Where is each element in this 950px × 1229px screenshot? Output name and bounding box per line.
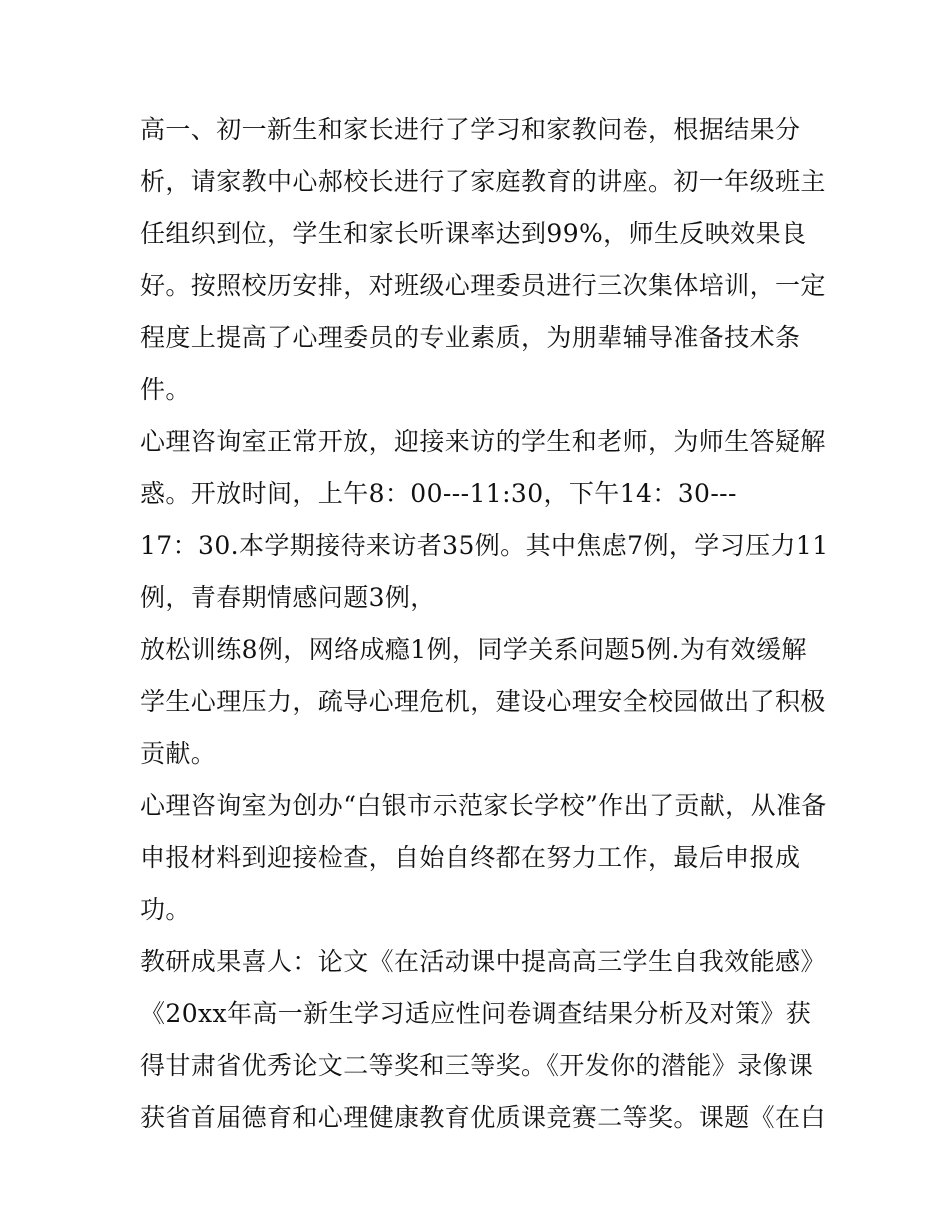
text-line: 惑。开放时间，上午8：00---11:30，下午14：30---: [140, 479, 737, 508]
text-line: 析，请家教中心郝校长进行了家庭教育的讲座。初一年级班主: [140, 167, 826, 196]
text-line: 放松训练8例，网络成瘾1例，同学关系问题5例.为有效缓解: [140, 635, 807, 664]
text-line: 例，青春期情感问题3例，: [140, 583, 436, 612]
text-line: 学生心理压力，疏导心理危机，建设心理安全校园做出了积极: [140, 687, 826, 716]
text-line: 得甘肃省优秀论文二等奖和三等奖。《开发你的潜能》录像课: [140, 1051, 814, 1080]
text-line: 功。: [140, 895, 191, 924]
text-line: 心理咨询室为创办“白银市示范家长学校”作出了贡献，从准备: [140, 791, 827, 820]
text-line: 好。按照校历安排，对班级心理委员进行三次集体培训，一定: [140, 271, 826, 300]
text-line: 任组织到位，学生和家长听课率达到99%，师生反映效果良: [140, 219, 807, 248]
text-line: 教研成果喜人：论文《在活动课中提高高三学生自我效能感》: [140, 947, 826, 976]
text-line: 程度上提高了心理委员的专业素质，为朋辈辅导准备技术条: [140, 323, 801, 352]
text-line: 17：30.本学期接待来访者35例。其中焦虑7例，学习压力11: [140, 531, 829, 560]
text-line: 贡献。: [140, 739, 217, 768]
text-line: 获省首届德育和心理健康教育优质课竞赛二等奖。课题《在白: [140, 1103, 826, 1132]
text-line: 高一、初一新生和家长进行了学习和家教问卷，根据结果分: [140, 115, 801, 144]
text-line: 申报材料到迎接检查，自始自终都在努力工作，最后申报成: [140, 843, 801, 872]
text-line: 心理咨询室正常开放，迎接来访的学生和老师，为师生答疑解: [140, 427, 826, 456]
text-line: 《20xx年高一新生学习适应性问卷调查结果分析及对策》获: [140, 999, 812, 1028]
text-line: 件。: [140, 375, 191, 404]
